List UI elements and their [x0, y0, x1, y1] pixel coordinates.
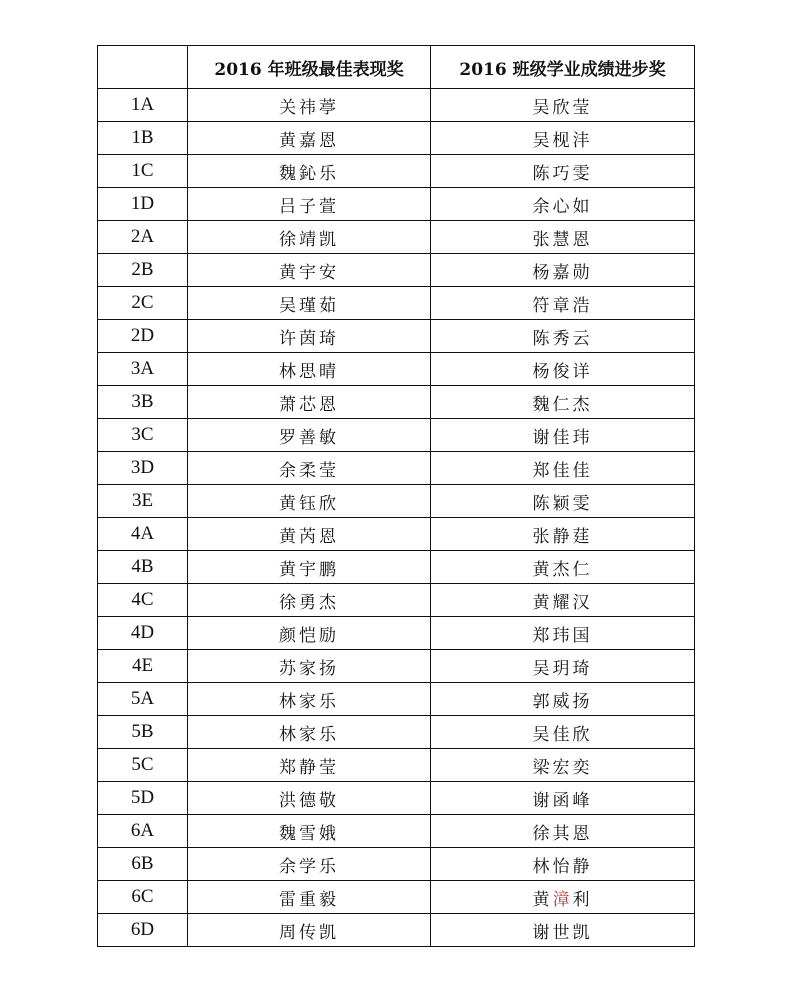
- table-row: [98, 89, 695, 122]
- best-performance-name-cell: 罗善敏: [188, 419, 431, 452]
- class-code-cell: 6C: [98, 881, 188, 914]
- table-header: [98, 46, 695, 89]
- class-code-cell: 6B: [98, 848, 188, 881]
- best-performance-name-cell: 魏鈊乐: [188, 155, 431, 188]
- class-code-cell: 4B: [98, 551, 188, 584]
- best-performance-name-cell: 徐勇杰: [188, 584, 431, 617]
- table-row: [98, 122, 695, 155]
- academic-progress-name-cell: 黄耀汉: [431, 584, 695, 617]
- best-performance-name-cell: 黄芮恩: [188, 518, 431, 551]
- best-performance-name-cell: 徐靖凯: [188, 221, 431, 254]
- table-body: [98, 89, 695, 947]
- table-row: [98, 848, 695, 881]
- academic-progress-name-cell: 张慧恩: [431, 221, 695, 254]
- academic-progress-name-cell: 吴枧沣: [431, 122, 695, 155]
- table-row: [98, 254, 695, 287]
- best-performance-name-cell: 关祎葶: [188, 89, 431, 122]
- class-code-cell: 6D: [98, 914, 188, 947]
- class-code-cell: 1B: [98, 122, 188, 155]
- table-row: [98, 452, 695, 485]
- class-code-cell: 6A: [98, 815, 188, 848]
- table-row: [98, 353, 695, 386]
- academic-progress-name-cell: 魏仁杰: [431, 386, 695, 419]
- academic-progress-name-cell: 梁宏奕: [431, 749, 695, 782]
- academic-progress-name-cell: 杨俊详: [431, 353, 695, 386]
- best-performance-name-cell: 林思晴: [188, 353, 431, 386]
- class-code-cell: 2A: [98, 221, 188, 254]
- best-performance-name-cell: 郑静莹: [188, 749, 431, 782]
- class-code-cell: 4C: [98, 584, 188, 617]
- best-performance-name-cell: 林家乐: [188, 716, 431, 749]
- class-code-cell: 3A: [98, 353, 188, 386]
- table-row: [98, 584, 695, 617]
- header-row: [98, 46, 695, 89]
- best-performance-name-cell: 吴瑾茹: [188, 287, 431, 320]
- best-performance-name-cell: 魏雪娥: [188, 815, 431, 848]
- best-performance-name-cell: 林家乐: [188, 683, 431, 716]
- academic-progress-name-cell: 谢函峰: [431, 782, 695, 815]
- best-performance-name-cell: 黄宇鹏: [188, 551, 431, 584]
- header-best-performance: 2016 年班级最佳表现奖: [188, 46, 431, 89]
- academic-progress-name-cell: 谢佳玮: [431, 419, 695, 452]
- best-performance-name-cell: 萧芯恩: [188, 386, 431, 419]
- class-code-cell: 1C: [98, 155, 188, 188]
- academic-progress-name-cell: 郭威扬: [431, 683, 695, 716]
- academic-progress-name-cell: 徐其恩: [431, 815, 695, 848]
- highlighted-character: 漳: [552, 889, 573, 910]
- class-code-cell: 1A: [98, 89, 188, 122]
- best-performance-name-cell: 许茵琦: [188, 320, 431, 353]
- awards-table: [97, 45, 695, 947]
- best-performance-name-cell: 雷重毅: [188, 881, 431, 914]
- table-row: [98, 749, 695, 782]
- class-code-cell: 5B: [98, 716, 188, 749]
- academic-progress-name-cell: 张静莛: [431, 518, 695, 551]
- table-row: [98, 881, 695, 914]
- class-code-cell: 5D: [98, 782, 188, 815]
- best-performance-name-cell: 周传凯: [188, 914, 431, 947]
- table-row: [98, 221, 695, 254]
- table-row: [98, 287, 695, 320]
- best-performance-name-cell: 苏家扬: [188, 650, 431, 683]
- best-performance-name-cell: 吕子萱: [188, 188, 431, 221]
- class-code-cell: 5C: [98, 749, 188, 782]
- best-performance-name-cell: 余学乐: [188, 848, 431, 881]
- table-row: [98, 485, 695, 518]
- table-row: [98, 320, 695, 353]
- table-row: [98, 518, 695, 551]
- class-code-cell: 3C: [98, 419, 188, 452]
- table-row: [98, 617, 695, 650]
- table-row: [98, 419, 695, 452]
- class-code-cell: 4D: [98, 617, 188, 650]
- best-performance-name-cell: 颜恺励: [188, 617, 431, 650]
- table-row: [98, 782, 695, 815]
- header-class: [98, 46, 188, 89]
- class-code-cell: 2C: [98, 287, 188, 320]
- academic-progress-name-cell: 陈颖雯: [431, 485, 695, 518]
- academic-progress-name-cell: 陈秀云: [431, 320, 695, 353]
- academic-progress-name-cell: 吴玥琦: [431, 650, 695, 683]
- table-row: [98, 716, 695, 749]
- class-code-cell: 3B: [98, 386, 188, 419]
- table-row: [98, 815, 695, 848]
- class-code-cell: 1D: [98, 188, 188, 221]
- academic-progress-name-cell: 谢世凯: [431, 914, 695, 947]
- academic-progress-name-cell: 林怡静: [431, 848, 695, 881]
- class-code-cell: 4E: [98, 650, 188, 683]
- best-performance-name-cell: 黄宇安: [188, 254, 431, 287]
- academic-progress-name-cell: 杨嘉勋: [431, 254, 695, 287]
- best-performance-name-cell: 洪德敬: [188, 782, 431, 815]
- academic-progress-name-cell: 吴欣莹: [431, 89, 695, 122]
- table-row: [98, 683, 695, 716]
- table-row: [98, 914, 695, 947]
- academic-progress-name-cell: 黄杰仁: [431, 551, 695, 584]
- header-academic-progress: 2016 班级学业成绩进步奖: [431, 46, 695, 89]
- table-row: [98, 551, 695, 584]
- class-code-cell: 2B: [98, 254, 188, 287]
- class-code-cell: 5A: [98, 683, 188, 716]
- academic-progress-name-cell: 陈巧雯: [431, 155, 695, 188]
- table-row: [98, 650, 695, 683]
- academic-progress-name-cell: 吴佳欣: [431, 716, 695, 749]
- best-performance-name-cell: 黄嘉恩: [188, 122, 431, 155]
- best-performance-name-cell: 黄钰欣: [188, 485, 431, 518]
- class-code-cell: 4A: [98, 518, 188, 551]
- class-code-cell: 3E: [98, 485, 188, 518]
- academic-progress-name-cell: 黄漳利: [431, 881, 695, 914]
- academic-progress-name-cell: 余心如: [431, 188, 695, 221]
- table-row: [98, 155, 695, 188]
- academic-progress-name-cell: 郑佳佳: [431, 452, 695, 485]
- class-code-cell: 3D: [98, 452, 188, 485]
- table-row: [98, 386, 695, 419]
- best-performance-name-cell: 余柔莹: [188, 452, 431, 485]
- class-code-cell: 2D: [98, 320, 188, 353]
- academic-progress-name-cell: 郑玮国: [431, 617, 695, 650]
- table-row: [98, 188, 695, 221]
- academic-progress-name-cell: 符章浩: [431, 287, 695, 320]
